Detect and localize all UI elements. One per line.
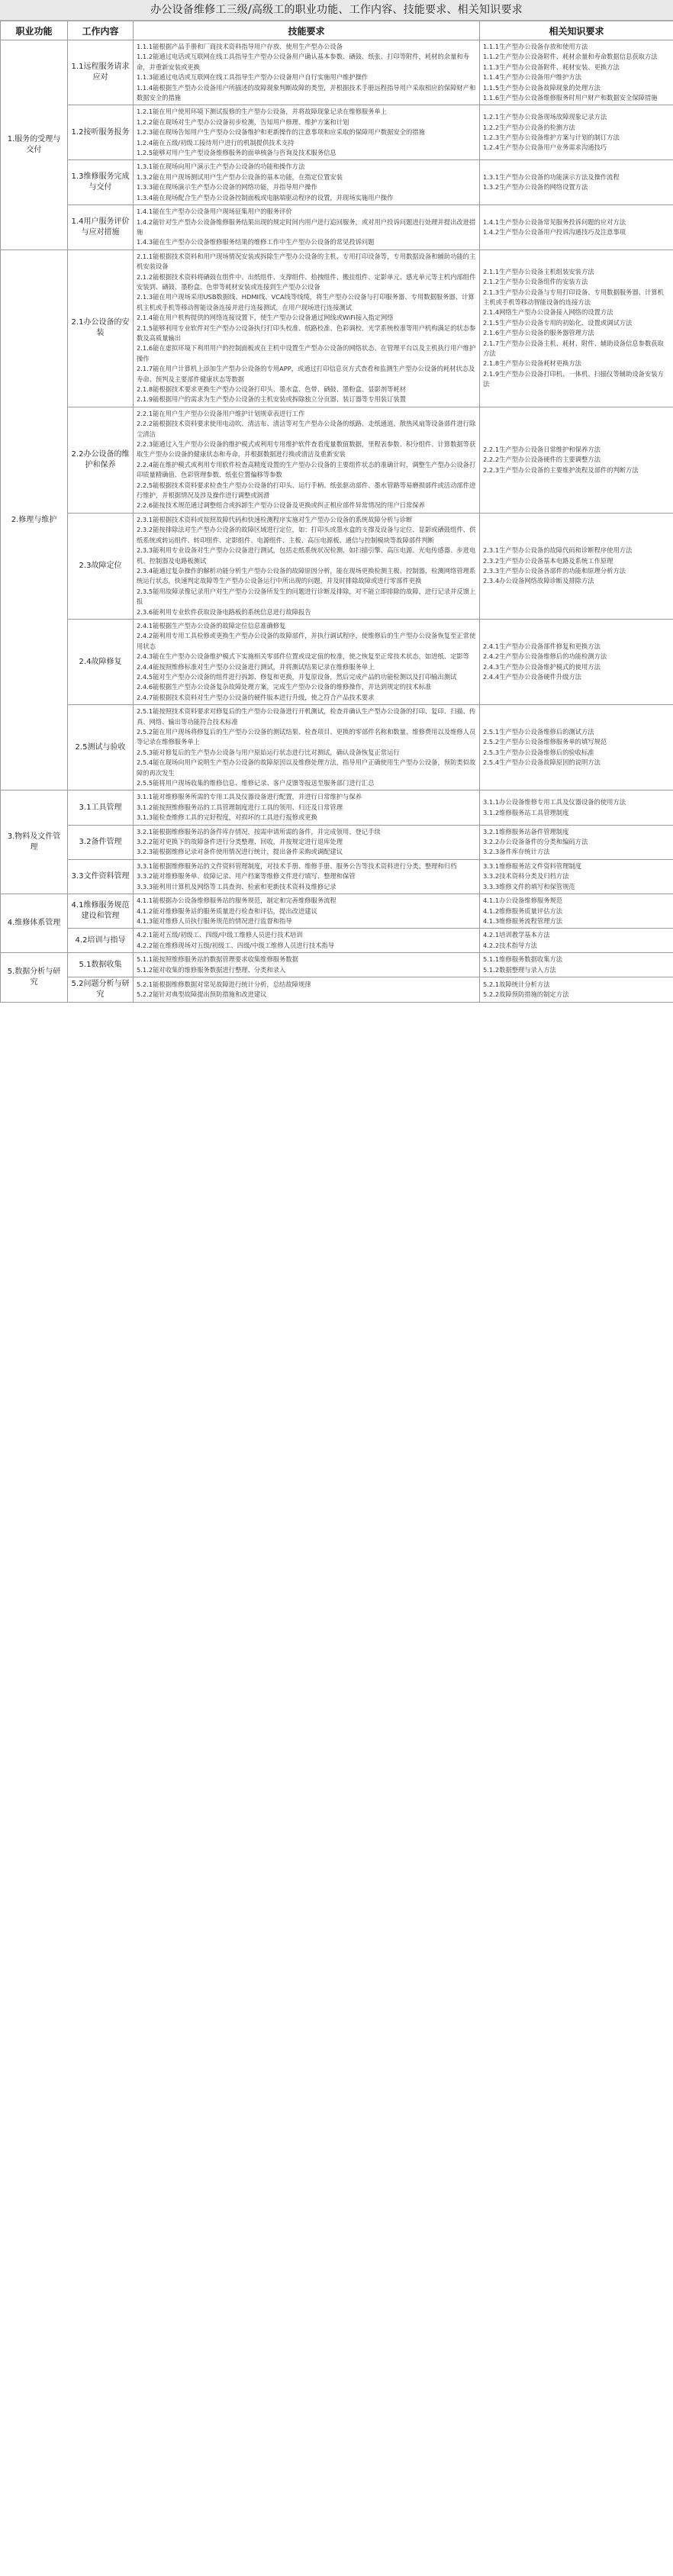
knowledge-requirements-cell	[480, 250, 673, 407]
table-row	[1, 407, 673, 513]
knowledge-item: 2.3.2生产型办公设备基本电路及系统工作原理	[483, 556, 613, 565]
skill-item: 2.5.4能在现场向用户说明生产型办公设备的故障原因以及维修处理方法，指导用户正确使用生产型办公设备，预防类似故障的再次发生	[137, 758, 476, 777]
work-content-cell: 2.3故障定位	[68, 513, 134, 619]
table-row	[1, 513, 673, 619]
table-row	[1, 953, 673, 977]
skill-requirements-cell	[134, 977, 480, 1002]
skill-item: 2.3.1能根据技术资料或按照故障代码和快速检测程序实施对生产型办公设备的系统故障分析与诊断	[137, 515, 413, 523]
knowledge-item: 2.1.8生产型办公设备耗材更换方法	[483, 359, 581, 368]
knowledge-item: 2.3.4办公设备网络故障诊断及排除方法	[483, 577, 594, 585]
knowledge-item: 2.3.1生产型办公设备的故障代码和诊断程序使用方法	[483, 546, 633, 555]
work-content-cell: 2.5测试与验收	[68, 705, 134, 791]
table-body	[1, 40, 673, 1003]
competency-table	[0, 21, 673, 1003]
table-row	[1, 619, 673, 704]
skill-item: 3.2.2能对更换下的故障备件进行分类整理、回收，并按规定进行退库处理	[137, 838, 343, 846]
function-cell: 5.数据分析与研究	[1, 953, 68, 1003]
skill-item: 2.2.2能根据技术资料要求使用电动吹、清洁布、清洁等对生产型办公设备的纸路、走纸通道、散热风扇等设备部件进行除尘清洁	[137, 420, 476, 438]
knowledge-item: 4.1.1办公设备维修服务规范	[483, 897, 563, 905]
knowledge-item: 3.2.1维修服务站备件管理制度	[483, 827, 569, 836]
header-content: 工作内容	[68, 21, 134, 40]
skill-requirements-cell	[134, 40, 480, 105]
table-row	[1, 859, 673, 894]
skill-item: 2.5.5能将用户现场收集的维修信息、维修记录、客户反馈等报送至服务部门进行汇总	[137, 779, 375, 787]
skill-requirements-cell	[134, 825, 480, 859]
knowledge-requirements-cell	[480, 40, 673, 105]
skill-item: 2.4.7能根据技术资料对生产型办公设备的硬件版本进行升级，使之符合产品技术要求	[137, 693, 375, 701]
knowledge-item: 4.1.2维修服务质量评估方法	[483, 906, 563, 915]
knowledge-item: 2.1.2生产型办公设备组件的安装方法	[483, 278, 588, 286]
table-row	[1, 250, 673, 407]
knowledge-item: 4.2.2技术指导方法	[483, 941, 537, 949]
work-content-cell: 2.4故障修复	[68, 619, 134, 704]
knowledge-requirements-cell	[480, 894, 673, 929]
skill-item: 2.1.6能在虚拟环境下利用用户的控制面板或在主机中设置生产型办公设备的网络状态、在管理平台以及主机执行用户维护操作	[137, 344, 476, 362]
skill-item: 2.1.1能根据技术资料和用户现场情况安装或拆除生产型办公设备的主机、专用打印设备等，专用数据设备和辅助功能的主机安装设备	[137, 252, 476, 271]
skill-requirements-cell	[134, 953, 480, 977]
skill-item: 2.4.6能根据生产型办公设备复杂故障处理方案，完成生产型办公设备的维修操作，并达到规定的技术标准	[137, 683, 432, 691]
knowledge-item: 2.1.1生产型办公设备主机组装安装方法	[483, 267, 594, 275]
skill-requirements-cell	[134, 619, 480, 704]
knowledge-item: 2.5.4生产型办公设备故障原因的说明方法	[483, 758, 601, 767]
work-content-cell: 4.2培训与指导	[68, 929, 134, 953]
skill-item: 1.1.1能根据产品手册和厂商技术资料指导用户存放、使用生产型办公设备	[137, 43, 343, 50]
work-content-cell: 5.1数据收集	[68, 953, 134, 977]
knowledge-item: 3.2.3备件库存统计方法	[483, 848, 550, 856]
knowledge-item: 2.1.4网络生产型办公设备接入网络的设置方法	[483, 308, 613, 317]
skill-item: 3.2.1能根据维修服务站的备件库存情况，按需申请所需的备件，并完成领用、登记手续	[137, 827, 381, 836]
skill-item: 1.1.2能通过电话或互联网在线工具指导生产型办公设备用户确认基本参数、硒鼓、纸张、打印等附件，耗材的余量和寿命，并重新安装或更换	[137, 53, 469, 71]
knowledge-item: 2.5.1生产型办公设备维修后的测试方法	[483, 728, 594, 736]
skill-requirements-cell	[134, 105, 480, 160]
knowledge-item: 1.4.1生产型办公设备常见服务投诉问题的应对方法	[483, 217, 626, 226]
knowledge-requirements-cell	[480, 859, 673, 894]
skill-item: 2.5.2能在用户现场将修复后的生产型办公设备的测试结果、检查项目、更换的零部件名称和数量、维修费用以及维修人员等记录在维修服务单上	[137, 728, 476, 746]
work-content-cell: 2.2办公设备的维护和保养	[68, 407, 134, 513]
knowledge-item: 5.2.2故障预防措施的制定方法	[483, 990, 569, 998]
skill-item: 1.3.4能在现场配合生产型办公设备控制面板或电脑端驱动程序的设置，并现场实施用户操作	[137, 193, 394, 201]
knowledge-item: 3.2.2办公设备备件的分类和编码方法	[483, 838, 588, 846]
skill-item: 1.3.3能在现场演示生产型办公设备的网络功能，并指导用户操作	[137, 183, 317, 192]
knowledge-requirements-cell	[480, 977, 673, 1002]
skill-item: 3.3.2能对维修服务单、故障记录、用户档案等维修文件进行填写、整理和保管	[137, 872, 356, 881]
skill-item: 3.1.1能对维修服务所需的专用工具及仪器设备进行配置，并进行日常维护与保养	[137, 793, 362, 801]
skill-item: 1.2.2能在现场对生产型办公设备初步检测，告知用户修理、维护方案和计划	[137, 118, 349, 126]
knowledge-item: 3.3.3维修文件的填写和保管规范	[483, 882, 575, 890]
knowledge-item: 1.3.2生产型办公设备的网络设置方法	[483, 183, 588, 192]
knowledge-item: 3.3.1维修服务站文件资料管理制度	[483, 861, 581, 870]
knowledge-requirements-cell	[480, 105, 673, 160]
knowledge-item: 2.1.6生产型办公设备的服务器管理方法	[483, 329, 594, 337]
knowledge-item: 2.1.9生产型办公设备打印机、一体机、扫描仪等辅助设备安装方法	[483, 369, 664, 388]
knowledge-item: 2.3.3生产型办公设备各部件的功能和原理分析方法	[483, 566, 626, 575]
header-skills: 技能要求	[134, 21, 480, 40]
header-knowledge: 相关知识要求	[480, 21, 673, 40]
knowledge-requirements-cell	[480, 513, 673, 619]
knowledge-item: 2.1.7生产型办公设备主机、耗材、附件、辅助设备信息参数获取方法	[483, 339, 664, 358]
table-row	[1, 825, 673, 859]
knowledge-requirements-cell	[480, 407, 673, 513]
skill-item: 2.5.1能按照技术资料要求对修复后的生产型办公设备进行开机测试，检查并确认生产型办公设备的打印、复印、扫描、传真、网络、输出等功能符合技术标准	[137, 707, 476, 726]
skill-item: 5.1.1能按照维修服务站的数据管理要求收集维修服务数据	[137, 955, 298, 964]
skill-item: 5.2.2能针对典型故障提出预防措施和改进建议	[137, 990, 267, 998]
skill-item: 2.3.4能通过复杂操作的解析功能分析生产型办公设备的故障原因分析，能在现场更换检测主板、控制器，检测网络管理系统运行状态，快速判定故障等生产型办公设备运行中所出现的问题，并及时排除故障或进行零部件更换	[137, 566, 476, 585]
skill-item: 4.1.2能对维修服务站的服务质量进行检查和评估，提出改进建议	[137, 906, 317, 915]
knowledge-item: 1.2.2生产型办公设备的检测方法	[483, 123, 575, 131]
skill-item: 2.5.3能对修复后的生产型办公设备与用户原始运行状态进行比对测试，确认设备恢复正常运行	[137, 748, 400, 756]
skill-item: 2.4.3能在生产型办公设备维护模式下实施相关零部件位置或设定值的校准，使之恢复至正常技术状态，如进纸、定影等	[137, 652, 469, 661]
skill-item: 3.1.3能检查维修工具的完好程度，对损坏的工具进行报修或更换	[137, 813, 317, 822]
skill-item: 2.4.2能利用专用工具检修或更换生产型办公设备的故障部件，并执行调试程序，使维修后的生产型办公设备恢复至正常使用状态	[137, 632, 476, 650]
skill-item: 2.1.4能在用户机构提供的网络连接设置下，使生产型办公设备通过网线或WiFi接入指定网络	[137, 314, 394, 322]
knowledge-item: 1.2.4生产型办公设备用户业务需求沟通技巧	[483, 143, 607, 152]
table-row	[1, 705, 673, 791]
skill-requirements-cell	[134, 407, 480, 513]
knowledge-item: 2.5.3生产型办公设备维修后的验收标准	[483, 748, 594, 756]
knowledge-item: 4.1.3维修服务流程管理方法	[483, 916, 563, 925]
knowledge-requirements-cell	[480, 705, 673, 791]
skill-item: 1.2.4能在五级/初级工接待用户进行的机制提供技术支持	[137, 138, 295, 147]
knowledge-item: 4.2.1培训教学基本方法	[483, 931, 550, 939]
function-cell: 2.修理与维护	[1, 250, 68, 791]
knowledge-item: 2.2.2生产型办公设备硬件的主要调整方法	[483, 456, 601, 464]
knowledge-item: 2.4.3生产型办公设备维护模式的使用方法	[483, 662, 601, 671]
skill-requirements-cell	[134, 160, 480, 205]
knowledge-requirements-cell	[480, 619, 673, 704]
table-row	[1, 160, 673, 205]
table-row	[1, 977, 673, 1002]
skill-item: 2.2.3能通过入生产型办公设备的维护模式或利用专用维护软件查看度量数值数据，里程表参数、积分组件、计算数据等获取生产型办公设备的健康状态和寿命，并根据数据进行换或清洁及重新安装	[137, 440, 476, 459]
knowledge-item: 3.1.1办公设备维修专用工具及仪器设备的使用方法	[483, 798, 626, 807]
function-cell: 3.物料及文件管理	[1, 791, 68, 894]
document-title: 办公设备维修工三级/高级工的职业功能、工作内容、技能要求、相关知识要求	[0, 0, 673, 21]
knowledge-item: 2.2.3生产型办公设备的主要维护流程及部件的判断方法	[483, 465, 639, 474]
knowledge-requirements-cell	[480, 953, 673, 977]
work-content-cell: 3.1工具管理	[68, 791, 134, 825]
function-cell: 4.维修体系管理	[1, 894, 68, 953]
skill-item: 1.2.5能够对用户生产型设备维修服务的面单核备与咨询及技术服务信息	[137, 149, 336, 157]
skill-item: 3.3.3能利用计算机及网络等工具查询、检索和更新技术资料及维修记录	[137, 882, 336, 890]
skill-item: 2.4.5能对生产型办公设备的组件进行拆卸、修复和更换，并复原设备，然后完成产品的功能检测以及打印输出测试	[137, 672, 457, 681]
knowledge-item: 2.4.4生产型办公设备硬件升级方法	[483, 672, 581, 681]
skill-item: 2.2.6能按技术规范通过调整组合或拆卸生产型办公设备及更换或纠正相应部件异常情况的用户日常保养	[137, 501, 425, 510]
skill-item: 2.1.2能根据技术资料将硒鼓在组件中、出纸组件、支撑组件、拾拽组件、搬挂组件、定影单元、感光单元等主机内部组件安装到、硒鼓、墨粉盒、色带等耗材安装或连接到生产型办公设备	[137, 272, 476, 291]
knowledge-item: 1.1.4生产型办公设备用户维护方法	[483, 73, 581, 82]
skill-item: 2.3.3能利用专业设备对生产型办公设备进行测试，包括走纸系统状况检测、如扫描引擎、高压电源、光电传感器、步进电机、控制器及电路板测试	[137, 546, 476, 565]
skill-item: 4.1.1能根据办公设备维修服务站的服务规范，制定和完善维修服务流程	[137, 897, 336, 905]
skill-item: 5.2.1能根据维修数据对常见故障进行统计分析，总结故障规律	[137, 980, 311, 988]
skill-item: 2.1.7能在用户计算机上添加生产型办公设备的专用APP，或通过打印信息页方式查看和监测生产型办公设备的耗材状态及寿命、预判及主要部件健康状态等数据	[137, 365, 475, 383]
work-content-cell: 3.3文件资料管理	[68, 859, 134, 894]
skill-requirements-cell	[134, 250, 480, 407]
table-row	[1, 105, 673, 160]
knowledge-item: 1.3.1生产型办公设备的功能演示方法及操作流程	[483, 172, 620, 181]
skill-item: 2.1.5能够利用专业软件对生产型办公设备执行打印头校准、纸路校准、色彩调校、光学系统校准等用户机构满足的状态参数及高质量输出	[137, 324, 476, 342]
skill-item: 3.3.1能根据维修服务站的文件资料管理制度，对技术手册、维修手册、服务公告等技术资料进行分类、整理和归档	[137, 861, 457, 870]
knowledge-item: 2.1.3生产型办公设备与专用打印设备、专用数据服务器、计算机主机或手机等移动智能设备的连接方法	[483, 288, 664, 307]
skill-requirements-cell	[134, 929, 480, 953]
skill-item: 1.3.2能在用户现场测试用户生产型办公设备的基本功能，在指定位置安装	[137, 172, 343, 181]
table-row	[1, 894, 673, 929]
skill-item: 1.1.3能通过电话或互联网在线工具指导生产型办公设备用户自行实施用户维护操作	[137, 73, 369, 82]
work-content-cell: 4.1维修服务规范建设和管理	[68, 894, 134, 929]
knowledge-item: 5.1.1维修服务数据收集方法	[483, 955, 563, 964]
skill-item: 1.4.1能在生产型办公设备用户现场征集用户的服务评价	[137, 208, 292, 216]
skill-item: 1.4.3能在生产型办公设备维修服务结果的维修工作中生产型办公设备的常见投诉问题	[137, 238, 375, 246]
knowledge-requirements-cell	[480, 160, 673, 205]
skill-item: 2.1.8能根据技术要求更换生产型办公设备打印头、墨水盒、色带、硒鼓、墨粉盒、显影剂等耗材	[137, 385, 406, 393]
knowledge-requirements-cell	[480, 205, 673, 250]
skill-item: 3.1.2能按照维修服务站的工具管理制度进行工具的领用、归还及日常管理	[137, 803, 343, 811]
knowledge-item: 1.1.2生产型办公设备附件、耗材余量和寿命数据信息获取方法	[483, 53, 658, 61]
table-row	[1, 791, 673, 825]
skill-item: 2.4.4能按照维修标准对生产型办公设备进行测试，并将测试结果记录在维修服务单上	[137, 662, 375, 671]
knowledge-item: 5.2.1故障统计分析方法	[483, 980, 550, 988]
work-content-cell: 3.2备件管理	[68, 825, 134, 859]
skill-item: 3.2.3能根据维修记录对备件使用情况进行统计，提出备件采购或调配建议	[137, 848, 343, 856]
skill-item: 2.1.3能在用户现场采用USB数据线、HDMI线、VCA线等线缆，将生产型办公设备与打印服务器、专用数据服务器、计算机主机或手机等移动智能设备连接并进行连接测试，在用户现场进行连接测试	[137, 293, 475, 311]
knowledge-item: 1.1.3生产型办公设备附件、耗材安装、更换方法	[483, 63, 620, 71]
skill-item: 1.2.3能在现场告知用户生产型办公设备维护和更新操作的注意事项和应采取的保障用户数据安全的措施	[137, 128, 425, 137]
skill-item: 5.1.2能对收集的维修服务数据进行整理、分类和录入	[137, 965, 286, 974]
knowledge-item: 2.1.5生产型办公设备专用的初始化、设置或调试方法	[483, 318, 633, 327]
header-function: 职业功能	[1, 21, 68, 40]
skill-item: 1.1.4能根据生产型办公设备用户所描述的故障现象判断故障的类型，并根据技术手册远程指导用户采取相应的保障财产和数据安全的措施	[137, 83, 476, 102]
work-content-cell: 5.2问题分析与研究	[68, 977, 134, 1002]
knowledge-item: 2.2.1生产型办公设备日常维护和保养方法	[483, 445, 601, 453]
skill-item: 2.2.1能在用户生产型办公设备用户维护计划规章表进行工作	[137, 409, 305, 417]
knowledge-item: 2.4.2生产型办公设备维修后的功能检测方法	[483, 652, 607, 661]
table-row	[1, 40, 673, 105]
skill-item: 2.2.5能根据技术资料要求检查生产型办公设备的打印头、运行手柄、纸张驱动部件、墨水管路等易磨损部件或活动部件进行维护，并根据情况及涉及操作进行调整或润滑	[137, 481, 476, 500]
work-content-cell: 1.1远程服务请求应对	[68, 40, 134, 105]
skill-requirements-cell	[134, 859, 480, 894]
function-cell: 1.服务的受理与交付	[1, 40, 68, 250]
knowledge-requirements-cell	[480, 791, 673, 825]
skill-item: 1.4.2能针对生产型办公设备维修服务结果出现的规定时间内用户进行追回服务，或对用户投诉问题进行处理并提出改进措施	[137, 217, 476, 236]
knowledge-item: 3.1.2维修服务站工具管理制度	[483, 808, 569, 816]
skill-item: 2.3.5能用故障录像记录用户对生产型办公设备所发生的问题进行诊断及排除，对不能立即排除的故障，进行记录并反馈上报	[137, 587, 476, 606]
knowledge-item: 2.5.2生产型办公设备维修服务单的填写规范	[483, 738, 607, 746]
skill-item: 4.2.1能对五级/初级工、四级/中级工维修人员进行技术培训	[137, 931, 303, 939]
knowledge-item: 1.2.3生产型办公设备维护方案与计划的制订方法	[483, 133, 620, 141]
knowledge-item: 1.2.1生产型办公设备现场故障现象记录方法	[483, 113, 607, 121]
work-content-cell: 1.4用户服务评价与应对措施	[68, 205, 134, 250]
knowledge-item: 1.1.1生产型办公设备存放和使用方法	[483, 43, 588, 50]
skill-item: 4.1.3能对维修人员执行服务规范的情况进行监督和指导	[137, 916, 292, 925]
knowledge-item: 1.4.2生产型办公设备用户投诉沟通技巧及注意事项	[483, 227, 626, 236]
table-row	[1, 205, 673, 250]
skill-item: 2.4.1能根据生产型办公设备的故障定位信息准确修复	[137, 621, 286, 630]
skill-item: 2.1.9能根据用户的需求为生产型办公设备的主机安装或拆除独立分页器、装订器等专用装订装置	[137, 395, 406, 404]
knowledge-requirements-cell	[480, 825, 673, 859]
skill-item: 1.3.1能在现场向用户演示生产型办公设备的功能和操作方法	[137, 163, 305, 171]
skill-requirements-cell	[134, 894, 480, 929]
knowledge-requirements-cell	[480, 929, 673, 953]
skill-item: 2.3.6能利用专业软件获取设备电路板的系统信息进行故障报告	[137, 607, 311, 616]
knowledge-item: 2.4.1生产型办公设备部件修复和更换方法	[483, 642, 601, 650]
knowledge-item: 1.1.5生产型办公设备故障现象的处理方法	[483, 83, 601, 92]
work-content-cell: 1.2接听服务报务	[68, 105, 134, 160]
skill-requirements-cell	[134, 513, 480, 619]
work-content-cell: 1.3维修服务完成与交付	[68, 160, 134, 205]
knowledge-item: 3.3.2技术资料分类及归档方法	[483, 872, 569, 881]
knowledge-item: 1.1.6生产型办公设备维修服务时用户财产和数据安全保障措施	[483, 94, 658, 102]
knowledge-item: 5.1.2数据整理与录入方法	[483, 965, 556, 974]
table-header-row	[1, 21, 673, 40]
skill-item: 4.2.2能在维修现场对五级/初级工、四级/中级工维修人员进行技术指导	[137, 941, 335, 949]
skill-requirements-cell	[134, 705, 480, 791]
table-row	[1, 929, 673, 953]
work-content-cell: 2.1办公设备的安装	[68, 250, 134, 407]
skill-item: 1.2.1能在用户使用环境下测试报修的生产型办公设备，并将故障现象记录在维修服务单上	[137, 108, 388, 116]
skill-requirements-cell	[134, 205, 480, 250]
skill-item: 2.2.4能在维护模式或利用专用软件检查高精度设置的生产型办公设备的主要组件状态的准确计时，调整生产型办公设备打印质量精确值、色彩管理参数、纸张位置偏移等参数	[137, 460, 476, 479]
skill-requirements-cell	[134, 791, 480, 825]
skill-item: 2.3.2能按排除法对生产型办公设备的故障区域进行定位，如：打印头或墨水盒的支撑及设备与定位、显影或硒鼓组件、供纸系统或转运组件、转印组件、定影组件、电源组件、主板、高压电源板、通信与控制模块等故障部件判断	[137, 526, 476, 544]
